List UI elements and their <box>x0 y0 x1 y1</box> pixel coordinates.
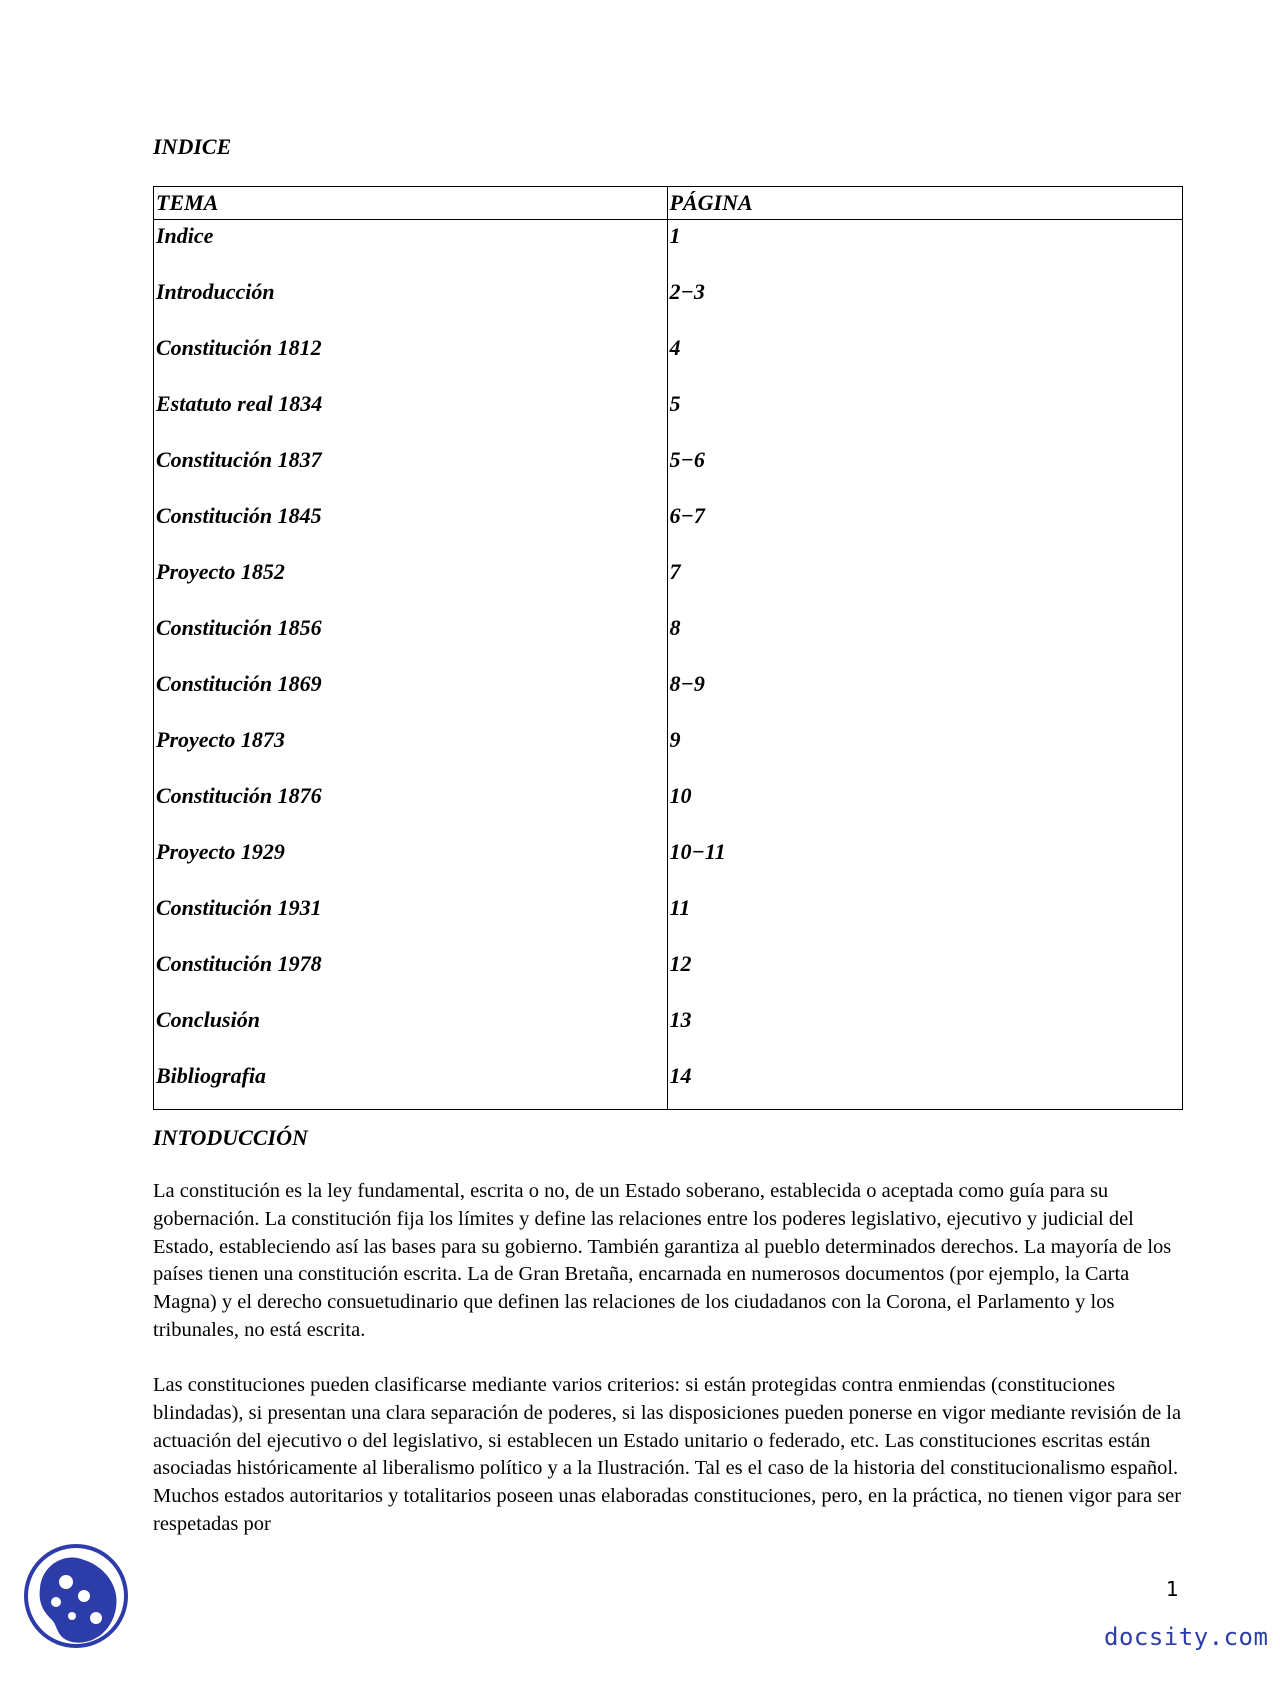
row-tema: Introducción <box>154 276 668 332</box>
row-pagina: 12 <box>667 948 1182 1004</box>
row-pagina: 8 <box>667 612 1182 668</box>
row-tema: Constitución 1869 <box>154 668 668 724</box>
row-tema: Conclusión <box>154 1004 668 1060</box>
row-pagina: 14 <box>667 1060 1182 1110</box>
row-tema: Bibliografia <box>154 1060 668 1110</box>
row-tema: Constitución 1812 <box>154 332 668 388</box>
row-tema: Constitución 1837 <box>154 444 668 500</box>
row-tema: Constitución 1845 <box>154 500 668 556</box>
row-pagina: 13 <box>667 1004 1182 1060</box>
page-number: 1 <box>1166 1577 1179 1601</box>
table-row <box>154 780 1183 836</box>
row-pagina: 5 <box>667 388 1182 444</box>
row-pagina: 10 <box>667 780 1182 836</box>
index-title: INDICE <box>153 134 232 159</box>
table-row <box>154 276 1183 332</box>
table-row <box>154 556 1183 612</box>
row-tema: Proyecto 1852 <box>154 556 668 612</box>
header-tema: TEMA <box>154 187 668 220</box>
index-table-header <box>154 187 1183 220</box>
row-tema: Indice <box>154 220 668 276</box>
table-row <box>154 612 1183 668</box>
row-pagina: 4 <box>667 332 1182 388</box>
table-row <box>154 388 1183 444</box>
row-tema: Constitución 1931 <box>154 892 668 948</box>
table-row <box>154 332 1183 388</box>
row-tema: Proyecto 1929 <box>154 836 668 892</box>
table-row <box>154 1004 1183 1060</box>
table-row <box>154 892 1183 948</box>
row-tema: Constitución 1876 <box>154 780 668 836</box>
introduction-paragraph-2: Las constituciones pueden clasificarse mediante varios criterios: si están protegidas contra enmiendas (constituciones blindadas), si presentan una clara separación de poderes, si las disposiciones pueden ponerse en vigor mediante revisión de la actuación del ejecutivo o del legislativo, si establecen un Estado unitario o federado, etc. Las constituciones escritas están asociadas históricamente al liberalismo político y a la Ilustración. Tal es el caso de la historia del constitucionalismo español. Muchos estados autoritarios y totalitarios poseen unas elaboradas constituciones, pero, en la práctica, no tienen vigor para ser respetadas por <box>153 1374 1182 1535</box>
table-row <box>154 948 1183 1004</box>
row-pagina: 11 <box>667 892 1182 948</box>
row-pagina: 5−6 <box>667 444 1182 500</box>
table-row <box>154 444 1183 500</box>
docsity-logo-icon[interactable] <box>22 1536 132 1660</box>
table-row <box>154 724 1183 780</box>
row-pagina: 10−11 <box>667 836 1182 892</box>
row-tema: Estatuto real 1834 <box>154 388 668 444</box>
introduction-title: INTODUCCIÓN <box>153 1125 308 1150</box>
docsity-brand-link[interactable]: docsity.com <box>1104 1623 1269 1651</box>
row-tema: Proyecto 1873 <box>154 724 668 780</box>
introduction-paragraph-1: La constitución es la ley fundamental, escrita o no, de un Estado soberano, establecida o aceptada como guía para su gobernación. La constitución fija los límites y define las relaciones entre los poderes legislativo, ejecutivo y judicial del Estado, estableciendo así las bases para su gobierno. También garantiza al pueblo determinados derechos. La mayoría de los países tienen una constitución escrita. La de Gran Bretaña, encarnada en numerosos documentos (por ejemplo, la Carta Magna) y el derecho consuetudinario que definen las relaciones de los ciudadanos con la Corona, el Parlamento y los tribunales, no está escrita. <box>153 1180 1172 1341</box>
index-table <box>153 186 1183 1110</box>
row-tema: Constitución 1978 <box>154 948 668 1004</box>
row-pagina: 1 <box>667 220 1182 276</box>
table-row <box>154 500 1183 556</box>
table-row <box>154 836 1183 892</box>
header-pagina: PÁGINA <box>667 187 1182 220</box>
row-pagina: 9 <box>667 724 1182 780</box>
row-pagina: 6−7 <box>667 500 1182 556</box>
table-row <box>154 668 1183 724</box>
table-row <box>154 220 1183 276</box>
row-tema: Constitución 1856 <box>154 612 668 668</box>
table-row <box>154 1060 1183 1110</box>
row-pagina: 7 <box>667 556 1182 612</box>
row-pagina: 8−9 <box>667 668 1182 724</box>
row-pagina: 2−3 <box>667 276 1182 332</box>
